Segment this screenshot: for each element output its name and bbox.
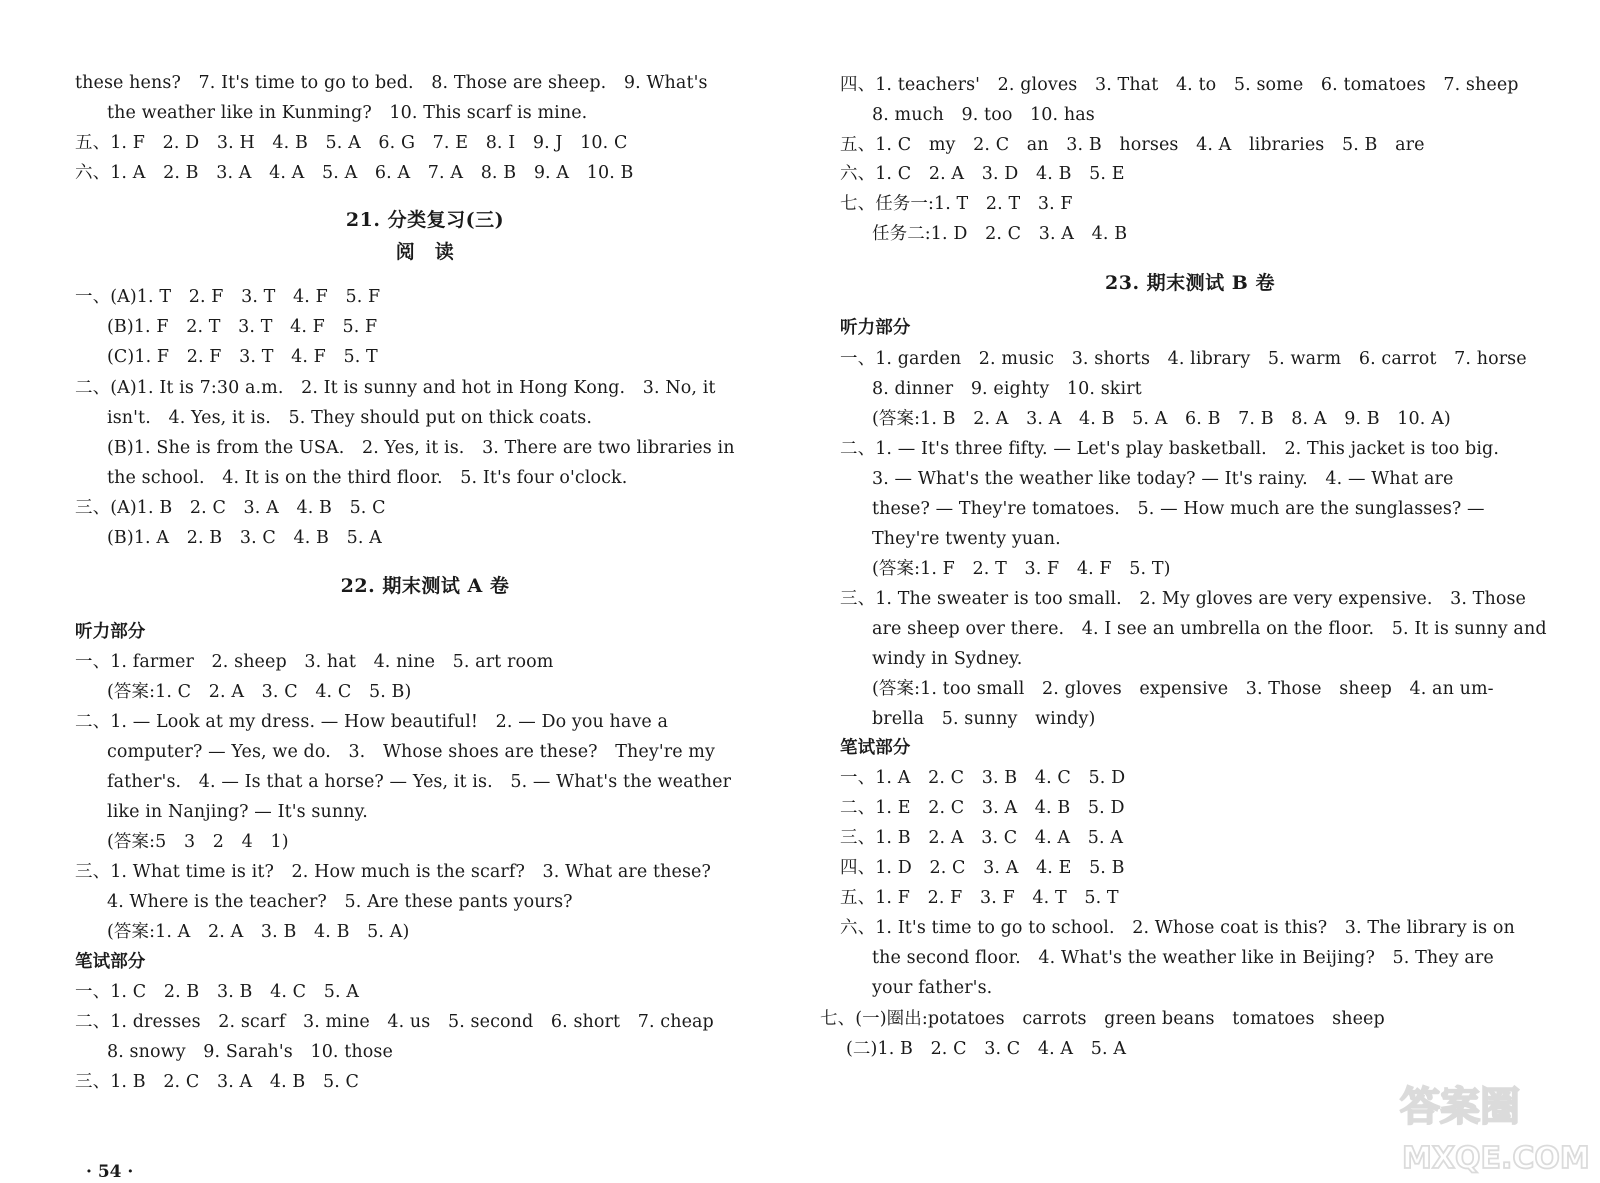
answer-line: (二)1. B 2. C 3. C 4. A 5. A [846,1039,1127,1059]
part-heading: 笔试部分 [75,952,146,972]
answer-line: 一、1. C 2. B 3. B 4. C 5. A [75,982,360,1002]
part-heading: 笔试部分 [840,738,911,758]
answer-line: 一、1. A 2. C 3. B 4. C 5. D [840,768,1126,788]
watermark-bottom-text: MXQE.COM [1402,1141,1590,1176]
answer-line: 四、1. D 2. C 3. A 4. E 5. B [840,858,1125,878]
answer-line: 二、1. — Look at my dress. — How beautiful! 2. — Do you have a [75,712,669,732]
answer-line: 六、1. It's time to go to school. 2. Whose coat is this? 3. The library is on [840,918,1515,938]
answer-line: 8. dinner 9. eighty 10. skirt [872,379,1142,399]
answer-line: 四、1. teachers' 2. gloves 3. That 4. to 5. some 6. tomatoes 7. sheep [840,75,1519,95]
answer-line: 三、(A)1. B 2. C 3. A 4. B 5. C [75,498,386,518]
answer-line: (答案:1. F 2. T 3. F 4. F 5. T) [872,559,1171,579]
answer-line: 二、1. dresses 2. scarf 3. mine 4. us 5. second 6. short 7. cheap [75,1012,714,1032]
answer-line: these? — They're tomatoes. 5. — How much are the sunglasses? — [872,499,1485,519]
answer-line: 三、1. What time is it? 2. How much is the scarf? 3. What are these? [75,862,711,882]
section-title: 23. 期末测试 B 卷 [1105,272,1275,294]
answer-line: They're twenty yuan. [872,529,1061,549]
answer-line: 七、(一)圈出:potatoes carrots green beans tomatoes sheep [820,1009,1385,1029]
answer-line: 8. snowy 9. Sarah's 10. those [107,1042,393,1062]
answer-line: the second floor. 4. What's the weather like in Beijing? 5. They are [872,948,1494,968]
watermark-logo [1396,1068,1590,1176]
answer-line: (答案:1. C 2. A 3. C 4. C 5. B) [107,682,412,702]
answer-line: father's. 4. — Is that a horse? — Yes, it is. 5. — What's the weather [107,772,732,792]
answer-line: 五、1. F 2. F 3. F 4. T 5. T [840,888,1119,908]
answer-line: (答案:5 3 2 4 1) [107,832,289,852]
section-title: 22. 期末测试 A 卷 [340,575,510,597]
watermark-top-text: 答案圈 [1400,1084,1520,1130]
answer-line: are sheep over there. 4. I see an umbrella on the floor. 5. It is sunny and [872,619,1547,639]
answer-line: the weather like in Kunming? 10. This scarf is mine. [107,103,588,123]
answer-line: the school. 4. It is on the third floor. 5. It's four o'clock. [107,468,628,488]
answer-line: 五、1. C my 2. C an 3. B horses 4. A libraries 5. B are [840,135,1425,155]
watermark-graphic [1396,1068,1590,1176]
answer-line: 三、1. The sweater is too small. 2. My gloves are very expensive. 3. Those [840,589,1526,609]
section-subtitle: 阅 读 [395,241,455,263]
answer-line: these hens? 7. It's time to go to bed. 8. Those are sheep. 9. What's [75,73,708,93]
answer-line: 六、1. C 2. A 3. D 4. B 5. E [840,164,1125,184]
answer-line: (答案:1. A 2. A 3. B 4. B 5. A) [107,922,410,942]
answer-line: 二、(A)1. It is 7:30 a.m. 2. It is sunny and hot in Hong Kong. 3. No, it [75,378,716,398]
part-heading: 听力部分 [840,318,911,338]
answer-line: 任务二:1. D 2. C 3. A 4. B [872,224,1128,244]
answer-line: your father's. [872,978,993,998]
answer-line: (B)1. She is from the USA. 2. Yes, it is. 3. There are two libraries in [107,438,735,458]
answer-line: 六、1. A 2. B 3. A 4. A 5. A 6. A 7. A 8. B 9. A 10. B [75,163,634,183]
answer-line: (答案:1. B 2. A 3. A 4. B 5. A 6. B 7. B 8. A 9. B 10. A) [872,409,1451,429]
section-title: 21. 分类复习(三) [345,209,505,231]
answer-line: 一、1. garden 2. music 3. shorts 4. library 5. warm 6. carrot 7. horse [840,349,1527,369]
answer-line: 一、(A)1. T 2. F 3. T 4. F 5. F [75,287,381,307]
answer-line: (C)1. F 2. F 3. T 4. F 5. T [107,347,378,367]
answer-line: like in Nanjing? — It's sunny. [107,802,368,822]
answer-line: 二、1. — It's three fifty. — Let's play basketball. 2. This jacket is too big. [840,439,1499,459]
answer-line: 七、任务一:1. T 2. T 3. F [840,194,1073,214]
answer-line: 三、1. B 2. A 3. C 4. A 5. A [840,828,1124,848]
answer-line: 三、1. B 2. C 3. A 4. B 5. C [75,1072,360,1092]
answer-line: 二、1. E 2. C 3. A 4. B 5. D [840,798,1125,818]
answer-line: 五、1. F 2. D 3. H 4. B 5. A 6. G 7. E 8. I 9. J 10. C [75,133,628,153]
answer-line: 4. Where is the teacher? 5. Are these pants yours? [107,892,573,912]
answer-line: 3. — What's the weather like today? — It's rainy. 4. — What are [872,469,1454,489]
answer-line: 一、1. farmer 2. sheep 3. hat 4. nine 5. art room [75,652,554,672]
page-number: · 54 · [86,1162,134,1182]
answer-line: (B)1. A 2. B 3. C 4. B 5. A [107,528,382,548]
answer-line: isn't. 4. Yes, it is. 5. They should put on thick coats. [107,408,593,428]
answer-line: 8. much 9. too 10. has [872,105,1095,125]
answer-line: (B)1. F 2. T 3. T 4. F 5. F [107,317,378,337]
answer-line: windy in Sydney. [872,649,1023,669]
answer-line: computer? — Yes, we do. 3. Whose shoes are these? They're my [107,742,715,762]
answer-line: (答案:1. too small 2. gloves expensive 3. Those sheep 4. an um- [872,679,1494,699]
part-heading: 听力部分 [75,622,146,642]
answer-line: brella 5. sunny windy) [872,709,1096,729]
